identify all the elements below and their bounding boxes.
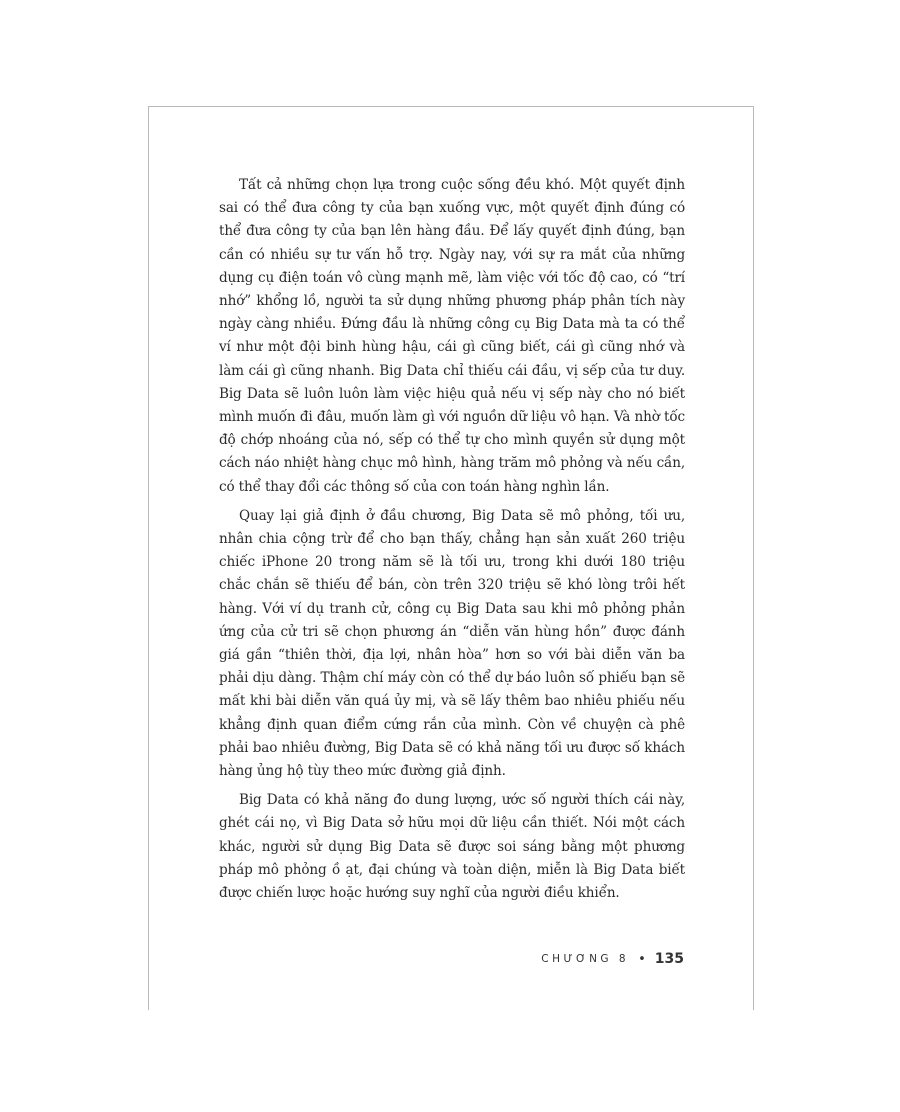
paragraph: Quay lại giả định ở đầu chương, Big Data sẽ mô phỏng, tối ưu, nhân chia cộng trừ để cho bạn thấy, chẳng hạn sản xuất 260 triệu chiếc iPhone 20 trong năm sẽ là tối ưu, trong khi dưới 180 triệu chắc chắn sẽ thiếu để bán, còn trên 320 triệu sẽ khó lòng trôi hết hàng. Với ví dụ tranh cử, công cụ Big Data sau khi mô phỏng phản ứng của cử tri sẽ chọn phương án “diễn văn hùng hồn” được đánh giá gần “thiên thời, địa lợi, nhân hòa” hơn so với bài diễn văn ba phải dịu dàng. Thậm chí máy còn có thể dự báo luôn số phiếu bạn sẽ mất khi bài diễn văn quá ủy mị, và sẽ lấy thêm bao nhiêu phiếu nếu khẳng định quan điểm cứng rắn của mình. Còn về chuyện cà phê phải bao nhiêu đường, Big Data sẽ có khả năng tối ưu được số khách hàng ủng hộ tùy theo mức đường giả định. [219,507,685,780]
body-text [219,174,685,911]
bullet-separator: • [638,951,646,967]
chapter-label: CHƯƠNG 8 [541,953,630,965]
page-footer [541,949,684,969]
page-number: 135 [654,951,684,967]
paragraph: Tất cả những chọn lựa trong cuộc sống đều khó. Một quyết định sai có thể đưa công ty của bạn xuống vực, một quyết định đúng có thể đưa công ty của bạn lên hàng đầu. Để lấy quyết định đúng, bạn cần có nhiều sự tư vấn hỗ trợ. Ngày nay, với sự ra mắt của những dụng cụ điện toán vô cùng mạnh mẽ, làm việc với tốc độ cao, có “trí nhớ” khổng lồ, người ta sử dụng những phương pháp phân tích này ngày càng nhiều. Đứng đầu là những công cụ Big Data mà ta có thể ví như một đội binh hùng hậu, cái gì cũng biết, cái gì cũng nhớ và làm cái gì cũng nhanh. Big Data chỉ thiếu cái đầu, vị sếp của tư duy. Big Data sẽ luôn luôn làm việc hiệu quả nếu vị sếp này cho nó biết mình muốn đi đâu, muốn làm gì với nguồn dữ liệu vô hạn. Và nhờ tốc độ chớp nhoáng của nó, sếp có thể tự cho mình quyền sử dụng một cách náo nhiệt hàng chục mô hình, hàng trăm mô phỏng và nếu cần, có thể thay đổi các thông số của con toán hàng nghìn lần. [219,177,685,495]
paragraph: Big Data có khả năng đo dung lượng, ước số người thích cái này, ghét cái nọ, vì Big Data sở hữu mọi dữ liệu cần thiết. Nói một cách khác, người sử dụng Big Data sẽ được soi sáng bằng một phương pháp mô phỏng ồ ạt, đại chúng và toàn diện, miễn là Big Data biết được chiến lược hoặc hướng suy nghĩ của người điều khiển. [219,792,685,902]
